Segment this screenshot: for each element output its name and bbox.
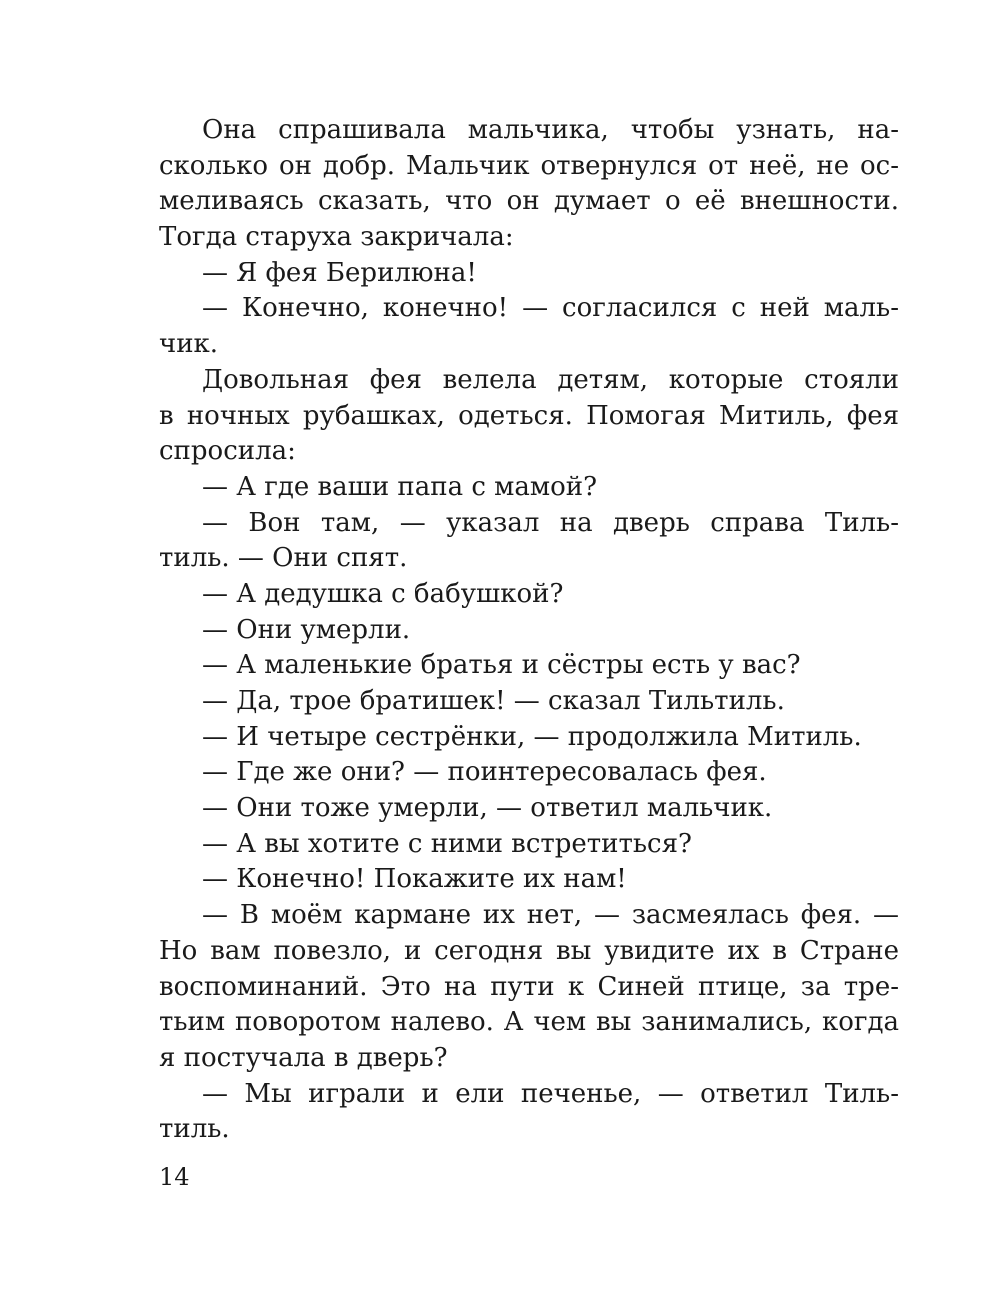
dialogue-line: — В моём кармане их нет, — засмеялась фея. — <box>202 900 899 931</box>
text-line: Она спрашивала мальчика, чтобы узнать, на- <box>202 115 899 145</box>
dialogue-line: — А вы хотите с ними встретиться? <box>202 828 692 859</box>
text-line: меливаясь сказать, что он думает о её внешности. <box>159 186 899 217</box>
text-line: сколько он добр. Мальчик отвернулся от неё, не ос- <box>159 150 899 181</box>
text-line: Тогда старуха закричала: <box>159 222 514 253</box>
dialogue-line: — Где же они? — поинтересовалась фея. <box>202 757 767 788</box>
dialogue-line: — Мы играли и ели печенье, — ответил Тиль- <box>202 1078 899 1109</box>
dialogue-line: — Конечно, конечно! — согласился с ней маль- <box>202 293 899 324</box>
text-line: тиль. — Они спят. <box>159 543 408 574</box>
dialogue-line: — Я фея Берилюна! <box>202 257 477 288</box>
text-line: чик. <box>159 329 219 360</box>
text-line: тьим поворотом налево. А чем вы занимались, когда <box>159 1007 899 1038</box>
dialogue-line: — А где ваши папа с мамой? <box>202 471 598 502</box>
dialogue-line: — А дедушка с бабушкой? <box>202 578 564 609</box>
dialogue-line: — Конечно! Покажите их нам! <box>202 864 627 895</box>
dialogue-line: — Они умерли. <box>202 614 411 645</box>
text-line: Но вам повезло, и сегодня вы увидите их в Стране <box>159 935 899 966</box>
text-line: в ночных рубашках, одеться. Помогая Митиль, фея <box>159 400 899 431</box>
text-line: я постучала в дверь? <box>159 1042 448 1073</box>
dialogue-line: — Да, трое братишек! — сказал Тильтиль. <box>202 686 785 716</box>
dialogue-line: — А маленькие братья и сёстры есть у вас? <box>202 650 801 681</box>
body-text <box>159 113 899 1148</box>
dialogue-line: — И четыре сестрёнки, — продолжила Митиль. <box>202 721 862 752</box>
text-line: воспоминаний. Это на пути к Синей птице, за тре- <box>159 971 899 1002</box>
page-number: 14 <box>159 1163 190 1191</box>
text-line: спросила: <box>159 436 296 467</box>
dialogue-line: — Они тоже умерли, — ответил мальчик. <box>202 793 773 824</box>
text-line: тиль. <box>159 1114 230 1145</box>
dialogue-line: — Вон там, — указал на дверь справа Тиль- <box>202 507 899 538</box>
text-line: Довольная фея велела детям, которые стояли <box>202 364 899 395</box>
